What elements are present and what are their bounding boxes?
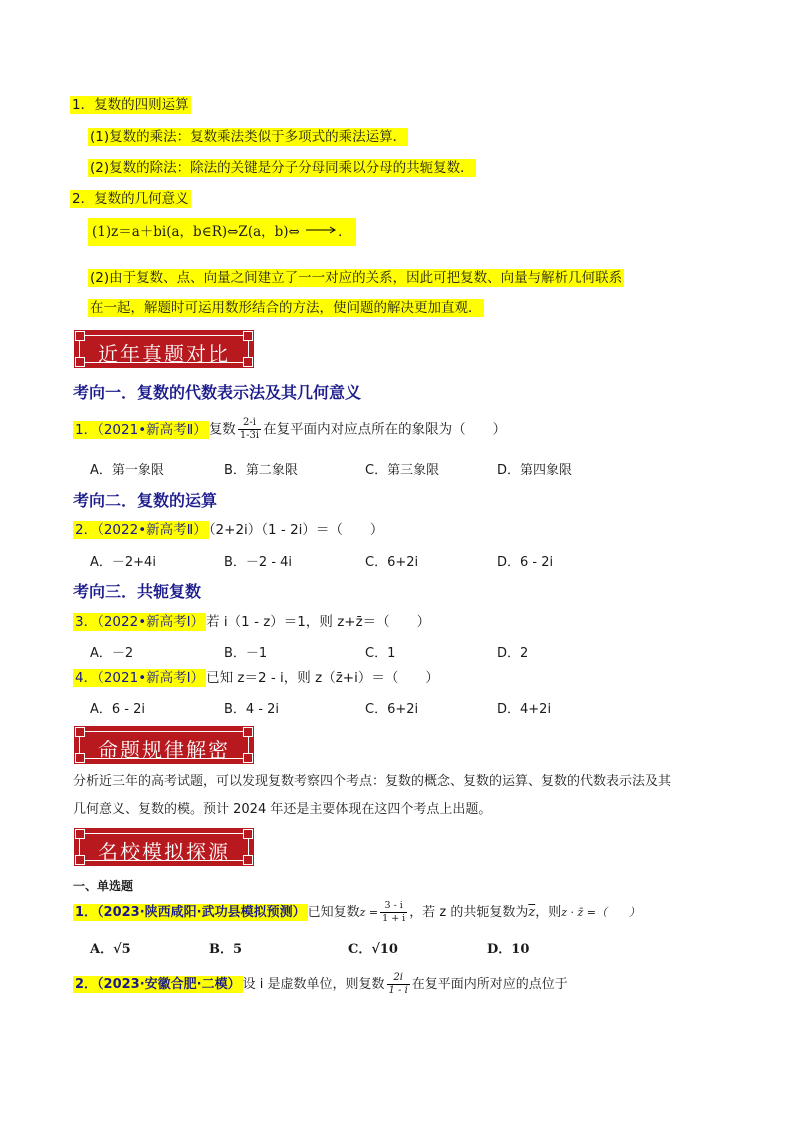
section-heading-1: 考向一．复数的代数表示法及其几何意义 [73, 383, 362, 402]
q1-option-d: D．第四象限 [497, 463, 573, 478]
mock1-option-d: D．10 [487, 942, 530, 957]
mock1-option-a: A．√5 [90, 942, 131, 957]
summary-item-1-title: 1．复数的四则运算 [72, 97, 189, 113]
q4-option-c: C．6+2i [365, 702, 419, 717]
banner-recent-exams: 近年真题对比 [74, 330, 254, 368]
q4-option-d: D．4+2i [497, 702, 552, 717]
q2-option-d: D．6 - 2i [497, 555, 554, 570]
banner-mock-source: 名校模拟探源 [74, 828, 254, 866]
q3-option-d: D．2 [497, 646, 529, 661]
q2-option-c: C．6+2i [365, 555, 419, 570]
vector-arrow-icon [304, 226, 338, 240]
question-type-label: 一、单选题 [73, 879, 134, 893]
q1-option-a: A．第一象限 [90, 463, 164, 478]
summary-item-1-sub2: (2)复数的除法：除法的关键是分子分母同乘以分母的共轭复数． [90, 160, 474, 176]
summary-item-2-sub2-line2: 在一起，解题时可运用数形结合的方法，使问题的解决更加直观． [90, 300, 482, 316]
question-1: 1．（2021•新高考Ⅱ） 复数 $\frac{2-i}{1-3i}$ 在复平面内对应点所在的象限为（ ） [75, 417, 507, 441]
q2-option-a: A．－2+4i [90, 555, 156, 570]
section-heading-2: 考向二．复数的运算 [73, 491, 218, 510]
q4-option-a: A．6 - 2i [90, 702, 146, 717]
q3-option-b: B．－1 [224, 646, 268, 661]
summary-item-2-title: 2．复数的几何意义 [72, 191, 189, 207]
question-3: 3．（2022•新高考Ⅰ） 若 i（1 - z）＝1，则 z+z̄＝（ ） [75, 614, 431, 630]
q4-option-b: B．4 - 2i [224, 702, 280, 717]
section-heading-3: 考向三．共轭复数 [73, 582, 202, 601]
summary-item-2-sub2-line1: (2)由于复数、点、向量之间建立了一一对应的关系，因此可把复数、向量与解析几何联系 [90, 270, 623, 286]
summary-item-2-sub1: (1)z＝a＋bi(a，b∈R)⇔Z(a，b)⇔ ． [88, 222, 356, 242]
q3-option-a: A．－2 [90, 646, 134, 661]
question-2: 2．（2022•新高考Ⅱ） （2+2i）（1 - 2i）＝（ ） [75, 522, 384, 538]
mock-question-1: 1．（2023·陕西咸阳·武功县模拟预测） 已知复数z = $\frac{3 - i}{1 + i}$ ，若 z 的共轭复数为$\overline{z}$，则z · z̄ =（ ） [75, 900, 640, 924]
q2-option-b: B．－2 - 4i [224, 555, 293, 570]
banner-rule-analysis: 命题规律解密 [74, 726, 254, 764]
analysis-line-2: 几何意义、复数的模。预计 2024 年还是主要体现在这四个考点上出题。 [73, 802, 492, 817]
q1-option-b: B．第二象限 [224, 463, 298, 478]
mock1-option-c: C．√10 [348, 942, 398, 957]
analysis-line-1: 分析近三年的高考试题，可以发现复数考察四个考点：复数的概念、复数的运算、复数的代数表示法及其 [73, 774, 672, 789]
mock1-option-b: B．5 [209, 942, 243, 957]
q1-option-c: C．第三象限 [365, 463, 440, 478]
summary-item-1-sub1: (1)复数的乘法：复数乘法类似于多项式的乘法运算． [90, 129, 407, 145]
q3-option-c: C．1 [365, 646, 396, 661]
mock-question-2: 2．（2023·安徽合肥·二模） 设 i 是虚数单位，则复数 $\frac{2i}{1 - i}$ 在复平面内所对应的点位于 [75, 972, 568, 996]
question-4: 4．（2021•新高考Ⅰ） 已知 z＝2 - i，则 z（z̄+i）＝（ ） [75, 670, 439, 686]
